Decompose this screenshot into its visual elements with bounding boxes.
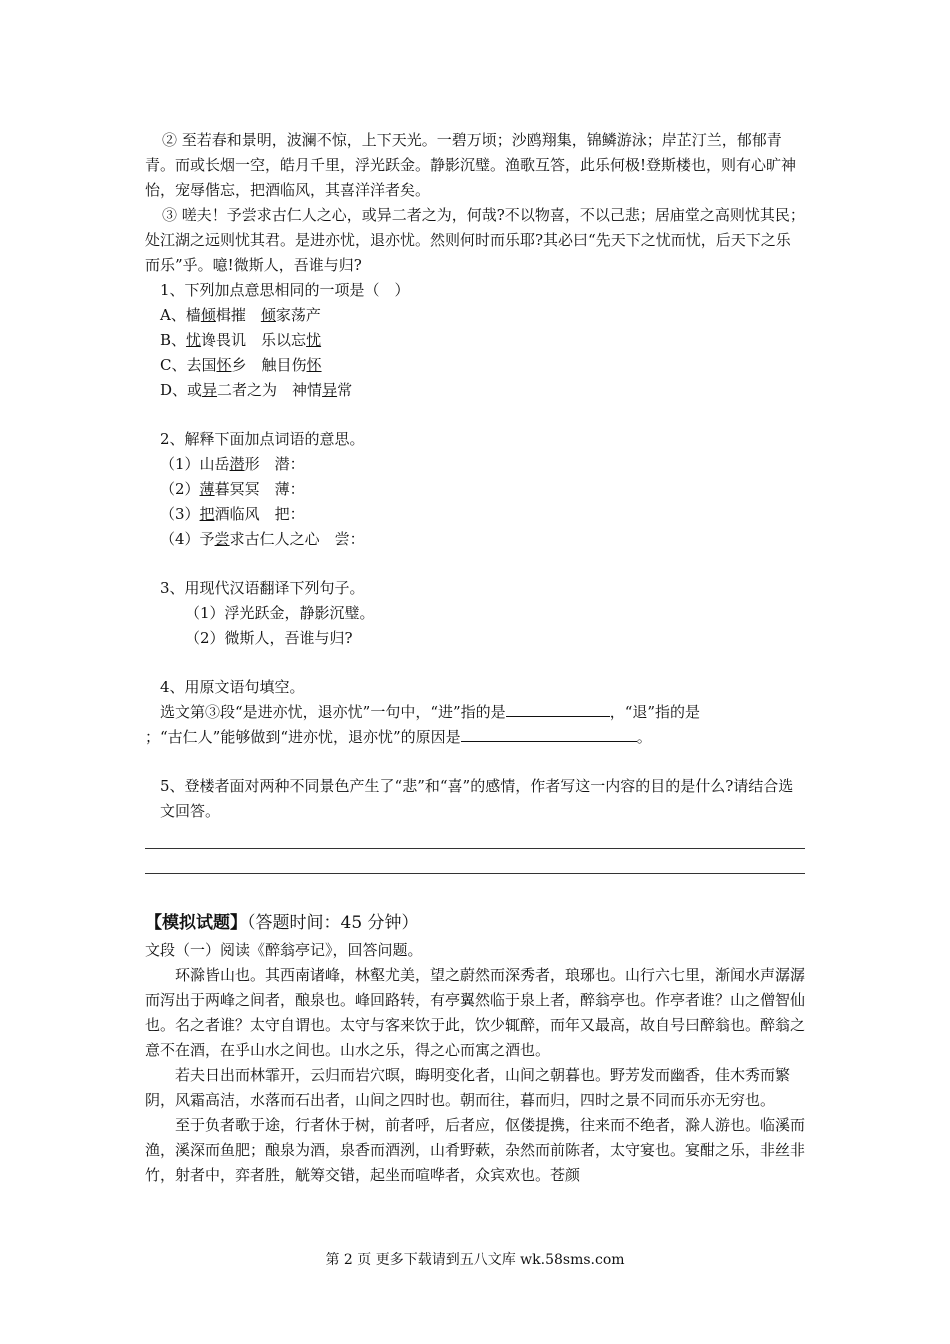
passage-para-2: ② 至若春和景明，波澜不惊，上下天光。一碧万顷；沙鸥翔集，锦鳞游泳；岸芷汀兰，郁郁青青。而或长烟一空，皓月千里，浮光跃金。静影沉璧。渔歌互答，此乐何极!登斯楼也，则有心旷神怡，宠辱偕忘，把酒临风，其喜洋洋者矣。 [145, 131, 797, 199]
mock-para-2: 若夫日出而林霏开，云归而岩穴暝，晦明变化者，山间之朝暮也。野芳发而幽香，佳木秀而繁阴，风霜高洁，水落而石出者，山间之四时也。朝而往，暮而归，四时之景不同而乐亦无穷也。 [145, 1066, 791, 1109]
question-1-option-b: B、忧谗畏讥 乐以忘忧 [160, 331, 322, 349]
page-footer: 第 2 页 更多下载请到五八文库 wk.58sms.com [325, 1252, 625, 1268]
question-3-item-1: （1）浮光跃金，静影沉璧。 [185, 604, 375, 622]
question-2-item-2: （2）薄暮冥冥 薄： [160, 480, 305, 498]
mock-exam-intro: 文段（一）阅读《醉翁亭记》，回答问题。 [145, 941, 423, 959]
question-2-stem: 2、解释下面加点词语的意思。 [160, 430, 365, 448]
mock-para-1: 环滁皆山也。其西南诸峰，林壑尤美，望之蔚然而深秀者，琅琊也。山行六七里，渐闻水声潺潺而泻出于两峰之间者，酿泉也。峰回路转，有亭翼然临于泉上者，醉翁亭也。作亭者谁？山之僧智仙也。名之者谁？太守自谓也。太守与客来饮于此，饮少辄醉，而年又最高，故自号曰醉翁也。醉翁之意不在酒，在乎山水之间也。山水之乐，得之心而寓之酒也。 [145, 966, 806, 1059]
question-2-item-1: （1）山岳潜形 潜： [160, 455, 305, 473]
question-4-line-1: 选文第③段“是进亦忧，退亦忧”一句中，“进”指的是 ，“退”指的是 [145, 700, 805, 725]
question-2-item-3: （3）把酒临风 把： [160, 505, 305, 523]
question-1-stem: 1、下列加点意思相同的一项是（ ） [160, 281, 410, 299]
fill-blank-2[interactable] [461, 725, 637, 742]
question-5-stem: 5、登楼者面对两种不同景色产生了“悲”和“喜”的感情，作者写这一内容的目的是什么?请结合选文回答。 [160, 777, 794, 820]
question-2-item-4: （4）予尝求古仁人之心 尝： [160, 530, 365, 548]
question-4-line-2: ；“古仁人”能够做到“进亦忧，退亦忧”的原因是 。 [145, 725, 805, 750]
question-1-option-c: C、去国怀乡 触目伤怀 [160, 356, 322, 374]
mock-para-3: 至于负者歌于途，行者休于树，前者呼，后者应，伛偻提携，往来而不绝者，滁人游也。临溪而渔，溪深而鱼肥；酿泉为酒，泉香而酒洌，山肴野蔌，杂然而前陈者，太守宴也。宴酣之乐，非丝非竹，射者中，弈者胜，觥筹交错，起坐而喧哗者，众宾欢也。苍颜 [145, 1116, 806, 1184]
answer-line-2[interactable] [145, 849, 805, 874]
page-content [145, 128, 805, 1188]
mock-exam-heading: 【模拟试题】（答题时间：45 分钟） [145, 913, 419, 933]
question-3-stem: 3、用现代汉语翻译下列句子。 [160, 579, 365, 597]
passage-para-3: ③ 嗟夫！予尝求古仁人之心，或异二者之为，何哉?不以物喜，不以己悲；居庙堂之高则忧其民；处江湖之远则忧其君。是进亦忧，退亦忧。然则何时而乐耶?其必曰“先天下之忧而忧，后天下之乐而乐”乎。噫!微斯人，吾谁与归? [145, 206, 805, 274]
question-4-stem: 4、用原文语句填空。 [160, 678, 305, 696]
question-3-item-2: （2）微斯人，吾谁与归? [185, 629, 353, 647]
question-1-option-d: D、或异二者之为 神情异常 [160, 381, 353, 399]
question-1-option-a: A、樯倾楫摧 倾家荡产 [160, 306, 321, 324]
fill-blank-1[interactable] [506, 700, 610, 717]
answer-line-1[interactable] [145, 824, 805, 849]
